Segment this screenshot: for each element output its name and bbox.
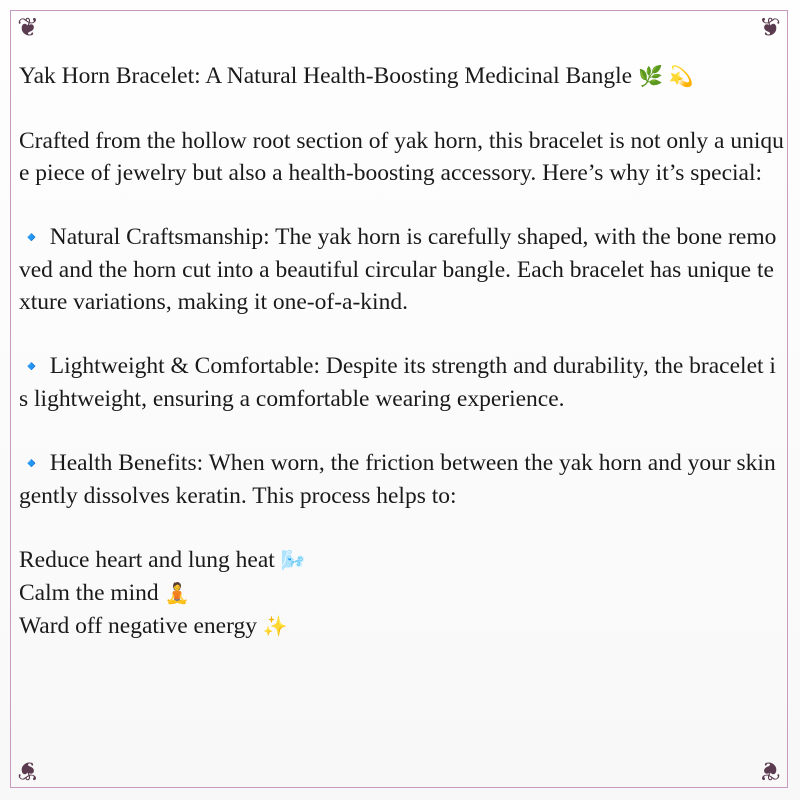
feature-text: Natural Craftsmanship: The yak horn is carefully shaped, with the bone removed and the horn cut into a beautiful circular bangle. Each bracelet has unique texture variations, making it one-of-a-kind. (19, 224, 777, 315)
title-text: Yak Horn Bracelet: A Natural Health-Boosting Medicinal Bangle (19, 63, 633, 89)
wind-icon: 🌬️ (280, 550, 306, 572)
herb-icon: 🌿 (637, 66, 663, 88)
benefit-text: Reduce heart and lung heat (19, 547, 275, 573)
document-title (19, 60, 785, 93)
blue-diamond-icon: 🔹 (19, 453, 44, 475)
benefit-line (19, 577, 785, 610)
document-body (19, 60, 785, 643)
meditation-icon: 🧘 (164, 583, 190, 605)
corner-ornament-icon: ❦ (759, 755, 781, 785)
dizzy-star-icon: 💫 (668, 66, 694, 88)
feature-paragraph (19, 350, 785, 415)
blue-diamond-icon: 🔹 (19, 227, 44, 249)
corner-ornament-icon: ❦ (759, 13, 781, 43)
benefit-line (19, 610, 785, 643)
feature-text: Lightweight & Comfortable: Despite its strength and durability, the bracelet is lightweight, ensuring a comfortable wearing experience. (19, 353, 776, 412)
feature-paragraph (19, 447, 785, 512)
corner-ornament-icon: ❦ (17, 13, 39, 43)
blue-diamond-icon: 🔹 (19, 356, 44, 378)
benefit-text: Calm the mind (19, 580, 159, 606)
feature-paragraph (19, 221, 785, 318)
sparkles-icon: ✨ (262, 616, 288, 638)
intro-paragraph: Crafted from the hollow root section of yak horn, this bracelet is not only a unique piece of jewelry but also a health-boosting accessory. Here’s why it’s special: (19, 128, 784, 186)
benefit-line (19, 544, 785, 577)
benefit-text: Ward off negative energy (19, 613, 258, 639)
corner-ornament-icon: ❦ (17, 755, 39, 785)
feature-text: Health Benefits: When worn, the friction between the yak horn and your skin gently dissolves keratin. This process helps to: (19, 450, 776, 509)
